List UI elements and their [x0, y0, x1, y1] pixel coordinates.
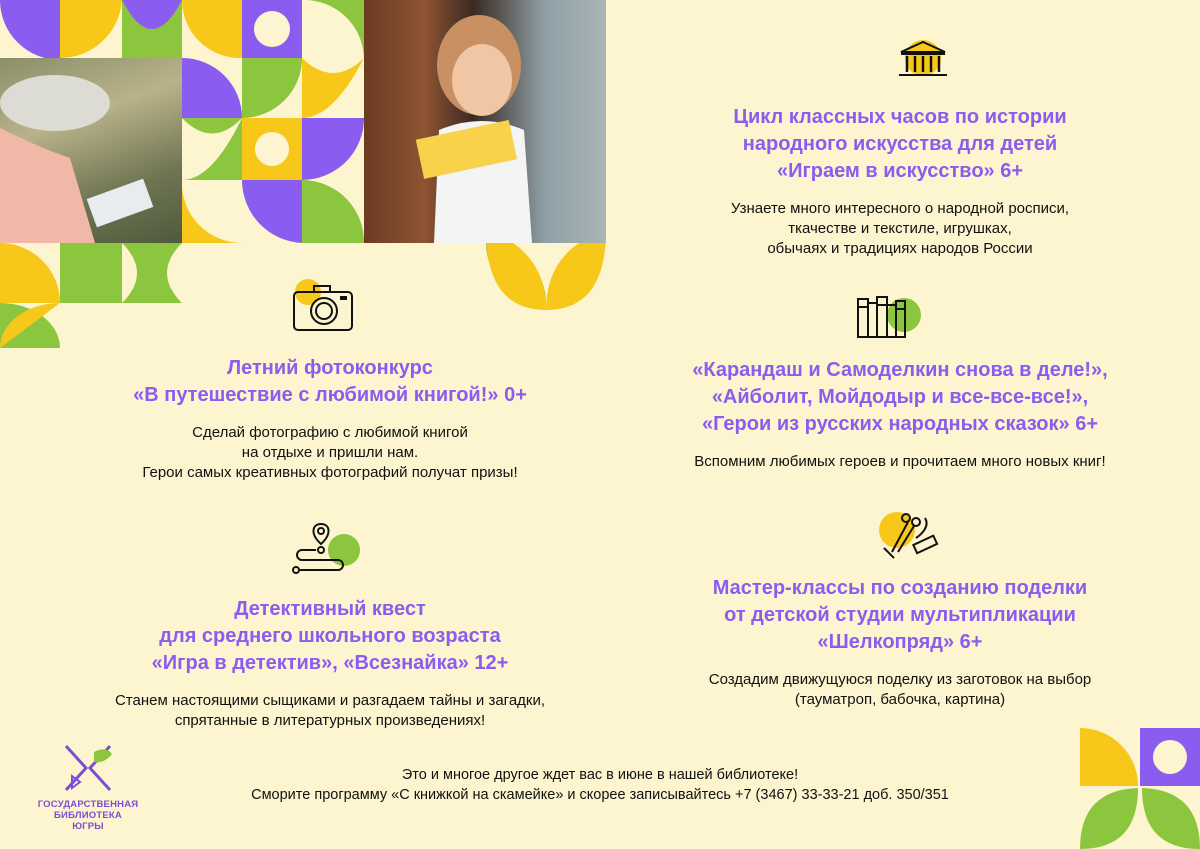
section-quest-title [40, 596, 620, 677]
title-line: «Карандаш и Самоделкин снова в деле!», [692, 359, 1108, 381]
section-history [640, 104, 1160, 259]
footer-line-2: Сморите программу «С книжкой на скамейке» и скорее записывайтесь +7 (3467) 33-33-21 доб. 350/351 [251, 787, 949, 803]
title-line: «Играем в искусство» 6+ [776, 160, 1024, 182]
desc-line: ткачестве и текстиле, игрушках, [788, 220, 1012, 237]
desc-line: Узнаете много интересного о народной росписи, [730, 200, 1070, 217]
footer-line-1: Это и многое другое ждет вас в июне в нашей библиотеке! [401, 767, 799, 783]
title-line: «Шелкопряд» 6+ [817, 631, 983, 653]
section-heroes-desc [620, 452, 1180, 472]
section-history-desc [640, 199, 1160, 259]
title-line: от детской студии мультипликации [724, 604, 1076, 626]
desc-line: обычаях и традициях народов России [767, 240, 1033, 257]
desc-line: Станем настоящими сыщиками и разгадаем тайны и загадки, [114, 692, 546, 709]
decorative-pattern-bottom [1080, 720, 1200, 849]
title-line: Детективный квест [234, 598, 426, 620]
section-masterclass-desc [640, 670, 1160, 710]
title-line: народного искусства для детей [742, 133, 1058, 155]
photo-boy-reading [0, 58, 182, 243]
craft-tools-icon [870, 508, 945, 568]
section-masterclass-title [640, 575, 1160, 656]
desc-line: на отдыхе и пришли нам. [241, 444, 419, 461]
library-logo [28, 742, 148, 832]
section-photo-contest-desc [60, 423, 600, 483]
section-quest-desc [40, 691, 620, 731]
museum-icon [893, 38, 953, 83]
desc-line: (тауматроп, бабочка, картина) [794, 691, 1006, 708]
map-pin-route-icon [288, 522, 360, 574]
desc-line: Герои самых креативных фотографий получат призы! [142, 464, 518, 481]
section-masterclass [640, 575, 1160, 710]
desc-line: Сделай фотографию с любимой книгой [192, 424, 468, 441]
section-photo-contest [60, 355, 600, 483]
title-line: «Игра в детектив», «Всезнайка» 12+ [151, 652, 509, 674]
logo-line: БИБЛИОТЕКА [54, 810, 122, 821]
library-logo-text [28, 799, 148, 832]
section-quest [40, 596, 620, 731]
title-line: Летний фотоконкурс [227, 357, 433, 379]
library-logo-mark [58, 742, 118, 794]
title-line: для среднего школьного возраста [159, 625, 501, 647]
desc-line: Вспомним любимых героев и прочитаем много новых книг! [694, 453, 1106, 470]
title-line: Мастер-классы по созданию поделки [712, 577, 1088, 599]
logo-line: ЮГРЫ [72, 821, 104, 832]
desc-line: Создадим движущуюся поделку из заготовок на выбор [708, 671, 1092, 688]
section-photo-contest-title [60, 355, 600, 409]
title-line: «Герои из русских народных сказок» 6+ [701, 413, 1098, 435]
title-line: «В путешествие с любимой книгой!» 0+ [133, 384, 527, 406]
footer-text [150, 765, 1050, 805]
title-line: Цикл классных часов по истории [733, 106, 1067, 128]
section-heroes [620, 357, 1180, 472]
books-icon [854, 293, 924, 343]
camera-icon [290, 278, 360, 338]
desc-line: спрятанные в литературных произведениях! [174, 712, 486, 729]
photo-girl-reading [364, 0, 606, 243]
section-history-title [640, 104, 1160, 185]
logo-line: ГОСУДАРСТВЕННАЯ [37, 799, 139, 810]
title-line: «Айболит, Мойдодыр и все-все-все!», [711, 386, 1089, 408]
section-heroes-title [620, 357, 1180, 438]
